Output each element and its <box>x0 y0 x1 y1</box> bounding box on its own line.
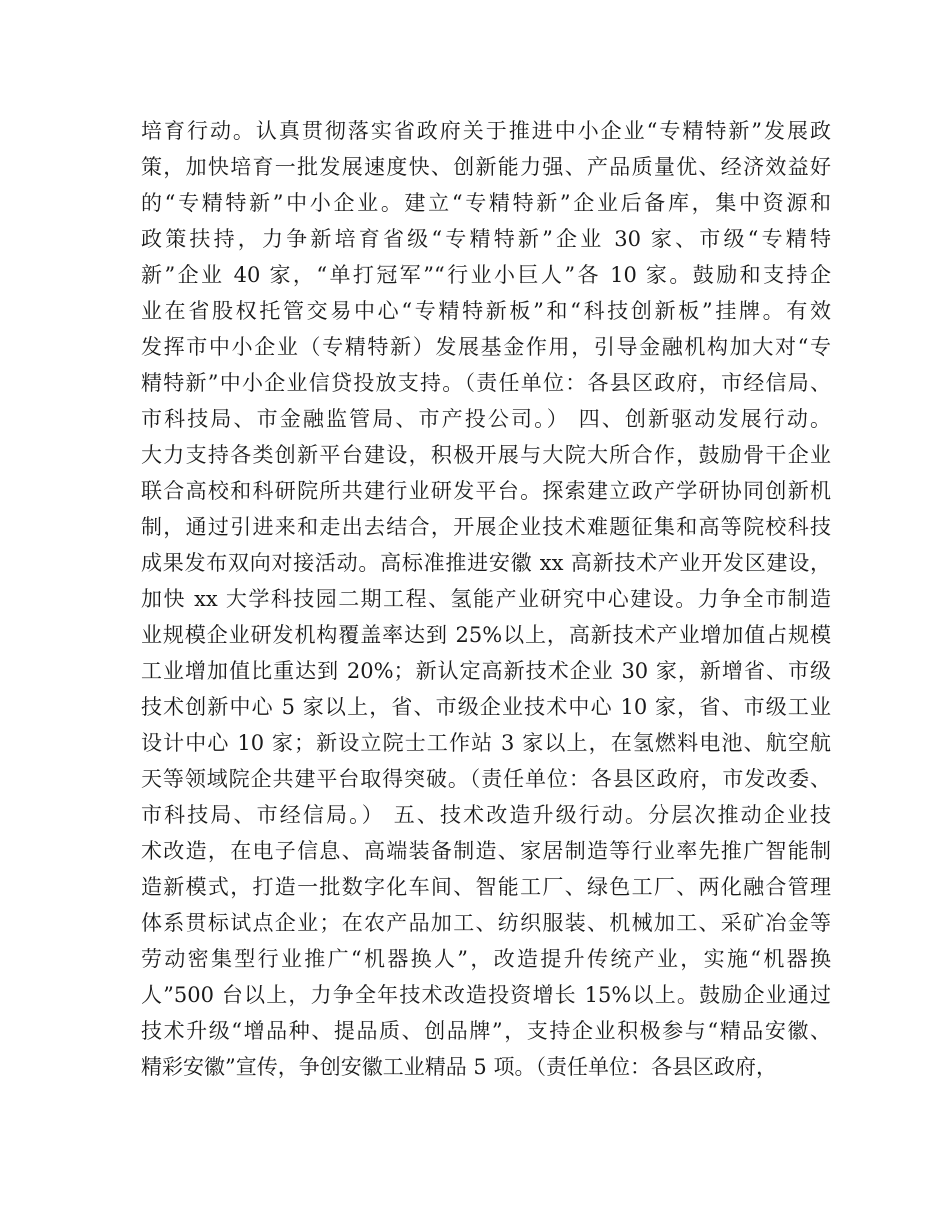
text-line-7: 发挥市中小企业（专精特新）发展基金作用，引导金融机构加大对“专 <box>141 335 831 359</box>
text-line-16: 工业增加值比重达到 20%；新认定高新技术企业 30 家，新增省、市级 <box>141 659 831 683</box>
text-line-22: 造新模式，打造一批数字化车间、智能工厂、绿色工厂、两化融合管理 <box>141 875 831 899</box>
text-line-10: 大力支持各类创新平台建设，积极开展与大院大所合作，鼓励骨干企业 <box>141 443 831 467</box>
text-line-11: 联合高校和科研院所共建行业研发平台。探索建立政产学研协同创新机 <box>141 479 831 503</box>
text-line-6: 业在省股权托管交易中心“专精特新板”和“科技创新板”挂牌。有效 <box>141 299 831 323</box>
text-line-24: 劳动密集型行业推广“机器换人”，改造提升传统产业，实施“机器换 <box>141 947 831 971</box>
text-line-8: 精特新”中小企业信贷投放支持。（责任单位：各县区政府，市经信局、 <box>141 371 831 395</box>
text-line-23: 体系贯标试点企业；在农产品加工、纺织服装、机械加工、采矿冶金等 <box>141 911 831 935</box>
text-line-1: 培育行动。认真贯彻落实省政府关于推进中小企业“专精特新”发展政 <box>141 119 831 143</box>
text-line-26: 技术升级“增品种、提品质、创品牌”，支持企业积极参与“精品安徽、 <box>141 1019 831 1043</box>
text-line-21: 术改造，在电子信息、高端装备制造、家居制造等行业率先推广智能制 <box>141 839 831 863</box>
text-line-2: 策，加快培育一批发展速度快、创新能力强、产品质量优、经济效益好 <box>141 155 831 179</box>
text-line-15: 业规模企业研发机构覆盖率达到 25%以上，高新技术产业增加值占规模 <box>141 623 831 647</box>
text-line-3: 的“专精特新”中小企业。建立“专精特新”企业后备库，集中资源和 <box>141 191 831 215</box>
text-line-4: 政策扶持，力争新培育省级“专精特新”企业 30 家、市级“专精特 <box>141 227 831 251</box>
text-line-20: 市科技局、市经信局。） 五、技术改造升级行动。分层次推动企业技 <box>141 803 831 827</box>
text-line-14: 加快 xx 大学科技园二期工程、氢能产业研究中心建设。力争全市制造 <box>141 587 831 611</box>
text-line-19: 天等领域院企共建平台取得突破。（责任单位：各县区政府，市发改委、 <box>141 767 831 791</box>
text-line-9: 市科技局、市金融监管局、市产投公司。） 四、创新驱动发展行动。 <box>141 407 831 431</box>
text-line-18: 设计中心 10 家；新设立院士工作站 3 家以上，在氢燃料电池、航空航 <box>141 731 831 755</box>
text-line-5: 新”企业 40 家，“单打冠军”“行业小巨人”各 10 家。鼓励和支持企 <box>141 263 831 287</box>
text-line-17: 技术创新中心 5 家以上，省、市级企业技术中心 10 家，省、市级工业 <box>141 695 831 719</box>
body-text <box>141 113 831 1085</box>
text-line-12: 制，通过引进来和走出去结合，开展企业技术难题征集和高等院校科技 <box>141 515 831 539</box>
text-line-27: 精彩安徽”宣传，争创安徽工业精品 5 项。（责任单位：各县区政府， <box>141 1055 777 1079</box>
text-line-13: 成果发布双向对接活动。高标准推进安徽 xx 高新技术产业开发区建设， <box>141 551 831 575</box>
text-line-25: 人”500 台以上，力争全年技术改造投资增长 15%以上。鼓励企业通过 <box>141 983 831 1007</box>
